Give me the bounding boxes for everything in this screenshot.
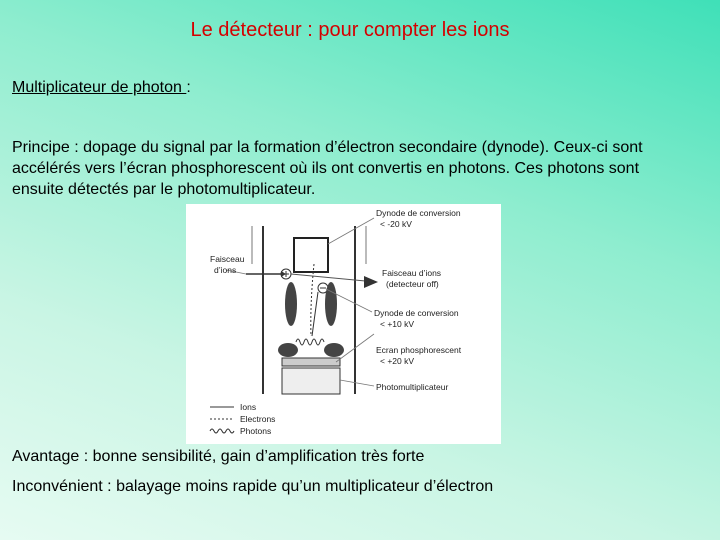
label-dynode-1-voltage: < -20 kV bbox=[380, 219, 412, 229]
legend-ions: Ions bbox=[240, 402, 257, 412]
section-heading-colon: : bbox=[186, 79, 191, 96]
lens-bottom-right bbox=[324, 343, 344, 357]
photomultiplier-tube bbox=[282, 368, 340, 394]
ion-beam-out bbox=[291, 274, 376, 282]
lens-left bbox=[285, 282, 297, 326]
conversion-dynode-negative bbox=[294, 238, 328, 272]
label-faisceau-left-2: d’ions bbox=[214, 265, 237, 275]
label-faisceau-left: Faisceau bbox=[210, 254, 245, 264]
beam-arrow-icon bbox=[364, 276, 378, 288]
detector-diagram bbox=[186, 204, 501, 444]
principle-paragraph: Principe : dopage du signal par la formation d’électron secondaire (dynode). Ceux-ci sont accélérés vers l’écran phosphorescent où ils ont convertis en photons. Ces photons sont ensuite détectés par le photomultiplicateur. bbox=[12, 139, 643, 198]
section-heading-label: Multiplicateur de photon bbox=[12, 79, 187, 96]
label-faisceau-right: Faisceau d’ions bbox=[382, 268, 442, 278]
label-ecran: Ecran phosphorescent bbox=[376, 345, 462, 355]
advantage-text: Avantage : bonne sensibilité, gain d’amplification très forte bbox=[12, 448, 425, 465]
legend-electrons: Electrons bbox=[240, 414, 276, 424]
inconvenient-text: Inconvénient : balayage moins rapide qu’un multiplicateur d’électron bbox=[12, 478, 494, 495]
detector-diagram-svg bbox=[186, 204, 501, 444]
phosphor-screen bbox=[282, 358, 340, 366]
photon-emission bbox=[296, 339, 324, 345]
label-ecran-voltage: < +20 kV bbox=[380, 356, 415, 366]
section-heading bbox=[12, 79, 191, 97]
legend-photons: Photons bbox=[240, 426, 272, 436]
label-faisceau-right-2: (detecteur off) bbox=[386, 279, 439, 289]
label-dynode-2-voltage: < +10 kV bbox=[380, 319, 415, 329]
lens-bottom-left bbox=[278, 343, 298, 357]
label-photomultiplicateur: Photomultiplicateur bbox=[376, 382, 449, 392]
slide-title: Le détecteur : pour compter les ions bbox=[190, 19, 510, 41]
label-dynode-1: Dynode de conversion bbox=[376, 208, 461, 218]
legend-photons-swatch bbox=[210, 429, 234, 433]
lens-right bbox=[325, 282, 337, 326]
label-dynode-2: Dynode de conversion bbox=[374, 308, 459, 318]
